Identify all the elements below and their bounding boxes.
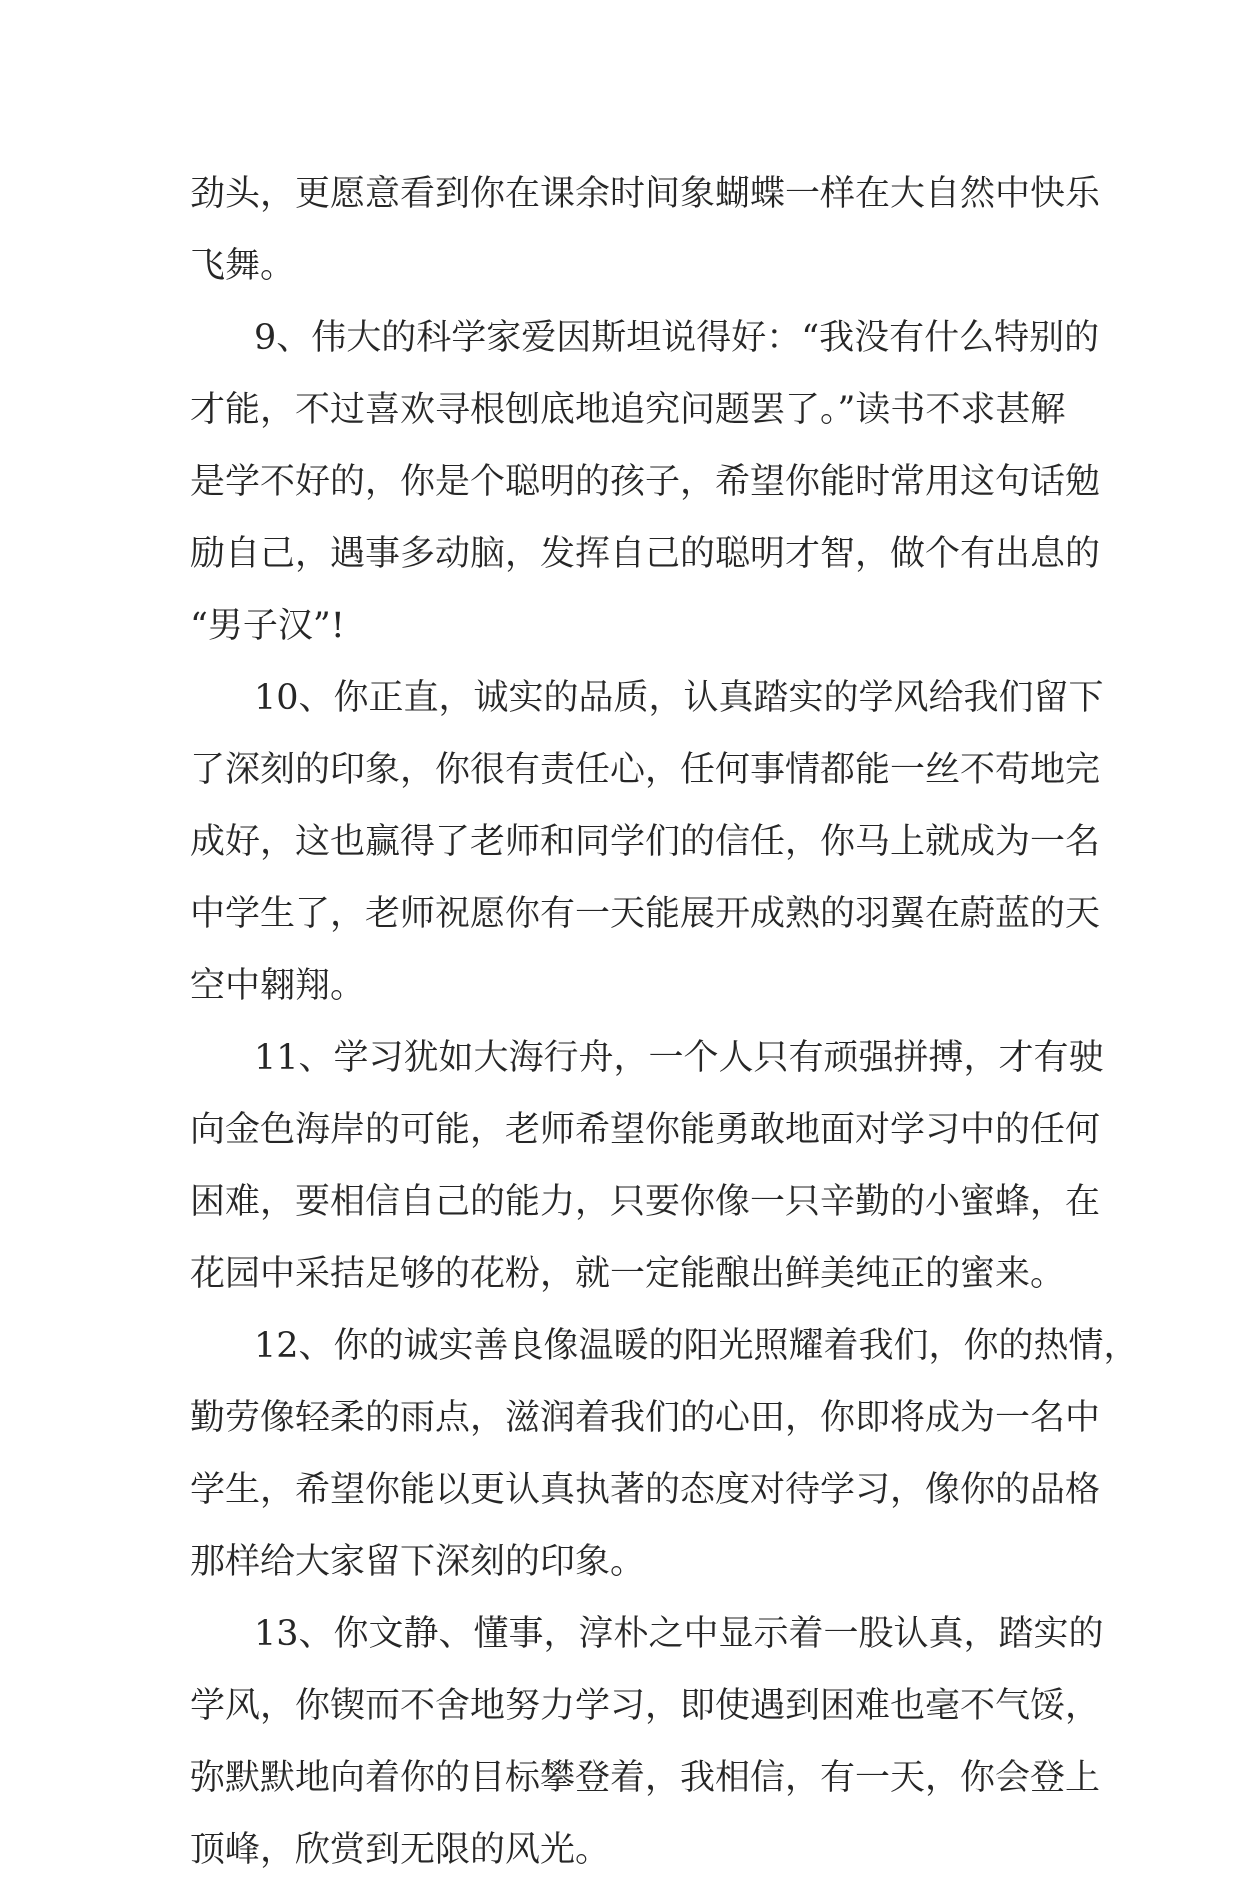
text-line: 劲头，更愿意看到你在课余时间象蝴蝶一样在大自然中快乐 <box>190 174 1101 214</box>
text-line: 困难，要相信自己的能力，只要你像一只辛勤的小蜜蜂，在 <box>190 1182 1101 1222</box>
text-line: 成好，这也赢得了老师和同学们的信任，你马上就成为一名 <box>190 822 1101 862</box>
text-line: 12、你的诚实善良像温暖的阳光照耀着我们，你的热情， <box>254 1326 1139 1366</box>
text-line: 顶峰，欣赏到无限的风光。 <box>190 1830 611 1870</box>
paragraph-12 <box>190 1310 1139 1598</box>
text-line: 那样给大家留下深刻的印象。 <box>190 1542 646 1582</box>
text-line: 飞舞。 <box>190 246 296 286</box>
text-line: 励自己，遇事多动脑，发挥自己的聪明才智，做个有出息的 <box>190 534 1101 574</box>
text-line: 才能，不过喜欢寻根刨底地追究问题罢了。”读书不求甚解 <box>190 390 1066 430</box>
text-line: 是学不好的，你是个聪明的孩子，希望你能时常用这句话勉 <box>190 462 1101 502</box>
text-line: 空中翱翔。 <box>190 966 366 1006</box>
paragraph-continued <box>190 158 1101 302</box>
text-line: 了深刻的印象，你很有责任心，任何事情都能一丝不苟地完 <box>190 750 1101 790</box>
text-line: 11、学习犹如大海行舟，一个人只有顽强拼搏，才有驶 <box>254 1038 1104 1078</box>
text-line: 花园中采拮足够的花粉，就一定能酿出鲜美纯正的蜜来。 <box>190 1254 1066 1294</box>
text-line: 中学生了，老师祝愿你有一天能展开成熟的羽翼在蔚蓝的天 <box>190 894 1101 934</box>
text-line: 勤劳像轻柔的雨点，滋润着我们的心田，你即将成为一名中 <box>190 1398 1101 1438</box>
paragraph-13 <box>190 1598 1104 1886</box>
text-line: 学风，你锲而不舍地努力学习，即使遇到困难也毫不气馁， <box>190 1686 1101 1726</box>
text-line: “男子汉”! <box>190 606 345 646</box>
document-body <box>190 158 1139 1886</box>
paragraph-10 <box>190 662 1104 1022</box>
paragraph-11 <box>190 1022 1104 1310</box>
paragraph-9 <box>190 302 1101 662</box>
text-line: 13、你文静、懂事，淳朴之中显示着一股认真，踏实的 <box>254 1614 1104 1654</box>
text-line: 向金色海岸的可能，老师希望你能勇敢地面对学习中的任何 <box>190 1110 1101 1150</box>
text-line: 9、伟大的科学家爱因斯坦说得好：“我没有什么特别的 <box>254 318 1100 358</box>
text-line: 弥默默地向着你的目标攀登着，我相信，有一天，你会登上 <box>190 1758 1101 1798</box>
text-line: 10、你正直，诚实的品质，认真踏实的学风给我们留下 <box>254 678 1104 718</box>
text-line: 学生，希望你能以更认真执著的态度对待学习，像你的品格 <box>190 1470 1101 1510</box>
